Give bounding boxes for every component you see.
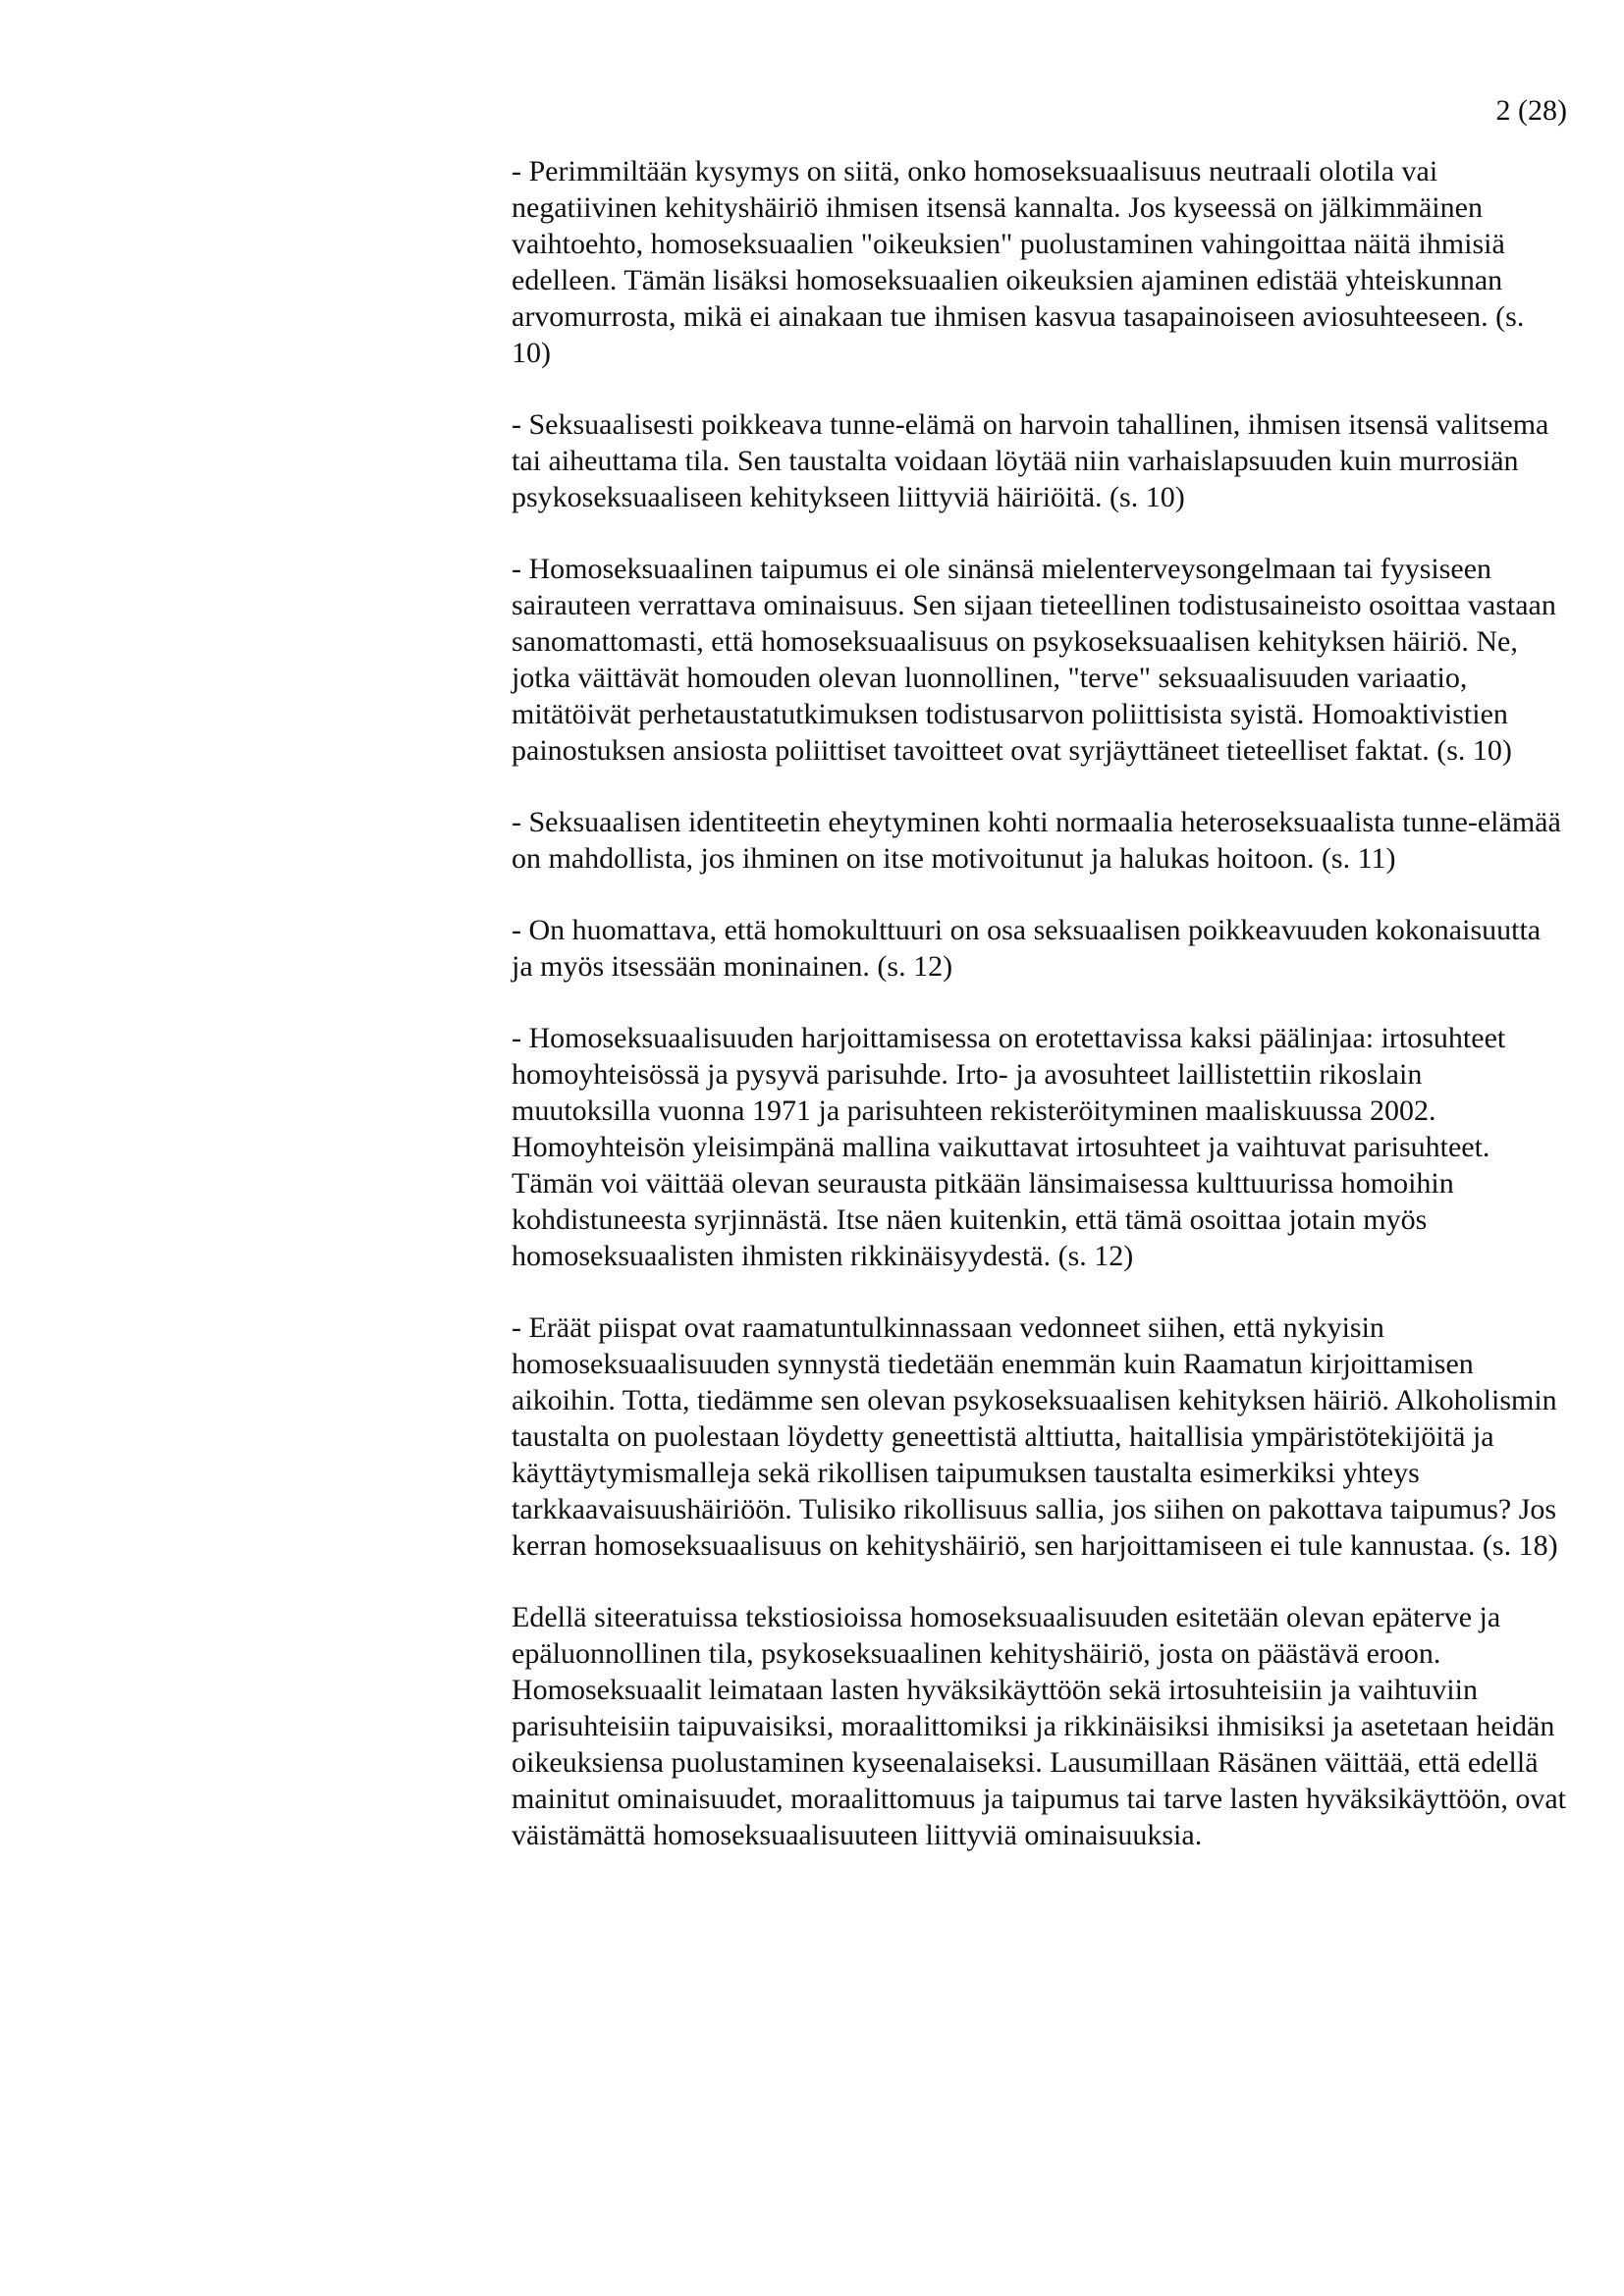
paragraph-2: - Seksuaalisesti poikkeava tunne-elämä on harvoin tahallinen, ihmisen itsensä valitsema tai aiheuttama tila. Sen taustalta voidaan löytää niin varhaislapsuuden kuin murrosiän psykoseksuaaliseen kehitykseen liittyviä häiriöitä. (s. 10)	[512, 408, 1549, 513]
paragraph-3: - Homoseksuaalinen taipumus ei ole sinänsä mielenterveysongelmaan tai fyysiseen sairauteen verrattava ominaisuus. Sen sijaan tieteellinen todistusaineisto osoittaa vastaan sanomattomasti, että homoseksuaalisuus on psykoseksuaalisen kehityksen häiriö. Ne, jotka väittävät homouden olevan luonnollinen, "terve" seksuaalisuuden variaatio, mitätöivät perhetaustatutkimuksen todistusarvon poliittisista syistä. Homoaktivistien painostuksen ansiosta poliittiset tavoitteet ovat syrjäyttäneet tieteelliset faktat. (s. 10)	[512, 553, 1556, 767]
document-body	[512, 153, 1567, 1853]
paragraph-4: - Seksuaalisen identiteetin eheytyminen kohti normaalia heteroseksuaalista tunne-elämää on mahdollista, jos ihminen on itse motivoitunut ja halukas hoitoon. (s. 11)	[512, 806, 1561, 875]
paragraph-1: - Perimmiltään kysymys on siitä, onko homoseksuaalisuus neutraali olotila vai negatiivinen kehityshäiriö ihmisen itsensä kannalta. Jos kyseessä on jälkimmäinen vaihtoehto, homoseksuaalien "oikeuksien" puolustaminen vahingoittaa näitä ihmisiä edelleen. Tämän lisäksi homoseksuaalien oikeuksien ajaminen edistää yhteiskunnan arvomurrosta, mikä ei ainakaan tue ihmisen kasvua tasapainoiseen aviosuhteeseen. (s. 10)	[512, 155, 1525, 369]
page-number: 2 (28)	[1495, 94, 1567, 127]
paragraph-6: - Homoseksuaalisuuden harjoittamisessa on erotettavissa kaksi päälinjaa: irtosuhteet homoyhteisössä ja pysyvä parisuhde. Irto- ja avosuhteet laillistettiin rikoslain muutoksilla vuonna 1971 ja parisuhteen rekisteröityminen maaliskuussa 2002. Homoyhteisön yleisimpänä mallina vaikuttavat irtosuhteet ja vaihtuvat parisuhteet. Tämän voi väittää olevan seurausta pitkään länsimaisessa kulttuurissa homoihin kohdistuneesta syrjinnästä. Itse näen kuitenkin, että tämä osoittaa jotain myös homoseksuaalisten ihmisten rikkinäisyydestä. (s. 12)	[512, 1022, 1506, 1272]
paragraph-5: - On huomattava, että homokulttuuri on osa seksuaalisen poikkeavuuden kokonaisuutta ja myös itsessään moninainen. (s. 12)	[512, 914, 1542, 983]
paragraph-7: - Eräät piispat ovat raamatuntulkinnassaan vedonneet siihen, että nykyisin homoseksuaalisuuden synnystä tiedetään enemmän kuin Raamatun kirjoittamisen aikoihin. Totta, tiedämme sen olevan psykoseksuaalisen kehityksen häiriö. Alkoholismin taustalta on puolestaan löydetty geneettistä alttiutta, haitallisia ympäristötekijöitä ja käyttäytymismalleja sekä rikollisen taipumuksen taustalta esimerkiksi yhteys tarkkaavaisuushäiriöön. Tulisiko rikollisuus sallia, jos siihen on pakottava taipumus? Jos kerran homoseksuaalisuus on kehityshäiriö, sen harjoittamiseen ei tule kannustaa. (s. 18)	[512, 1311, 1558, 1562]
paragraph-8: Edellä siteeratuissa tekstiosioissa homoseksuaalisuuden esitetään olevan epäterve ja epäluonnollinen tila, psykoseksuaalinen kehityshäiriö, josta on päästävä eroon. Homoseksuaalit leimataan lasten hyväksikäyttöön sekä irtosuhteisiin ja vaihtuviin parisuhteisiin taipuvaisiksi, moraalittomiksi ja rikkinäisiksi ihmisiksi ja asetetaan heidän oikeuksiensa puolustaminen kyseenalaiseksi. Lausumillaan Räsänen väittää, että edellä mainitut ominaisuudet, moraalittomuus ja taipumus tai tarve lasten hyväksikäyttöön, ovat väistämättä homoseksuaalisuuteen liittyviä ominaisuuksia.	[512, 1601, 1566, 1851]
